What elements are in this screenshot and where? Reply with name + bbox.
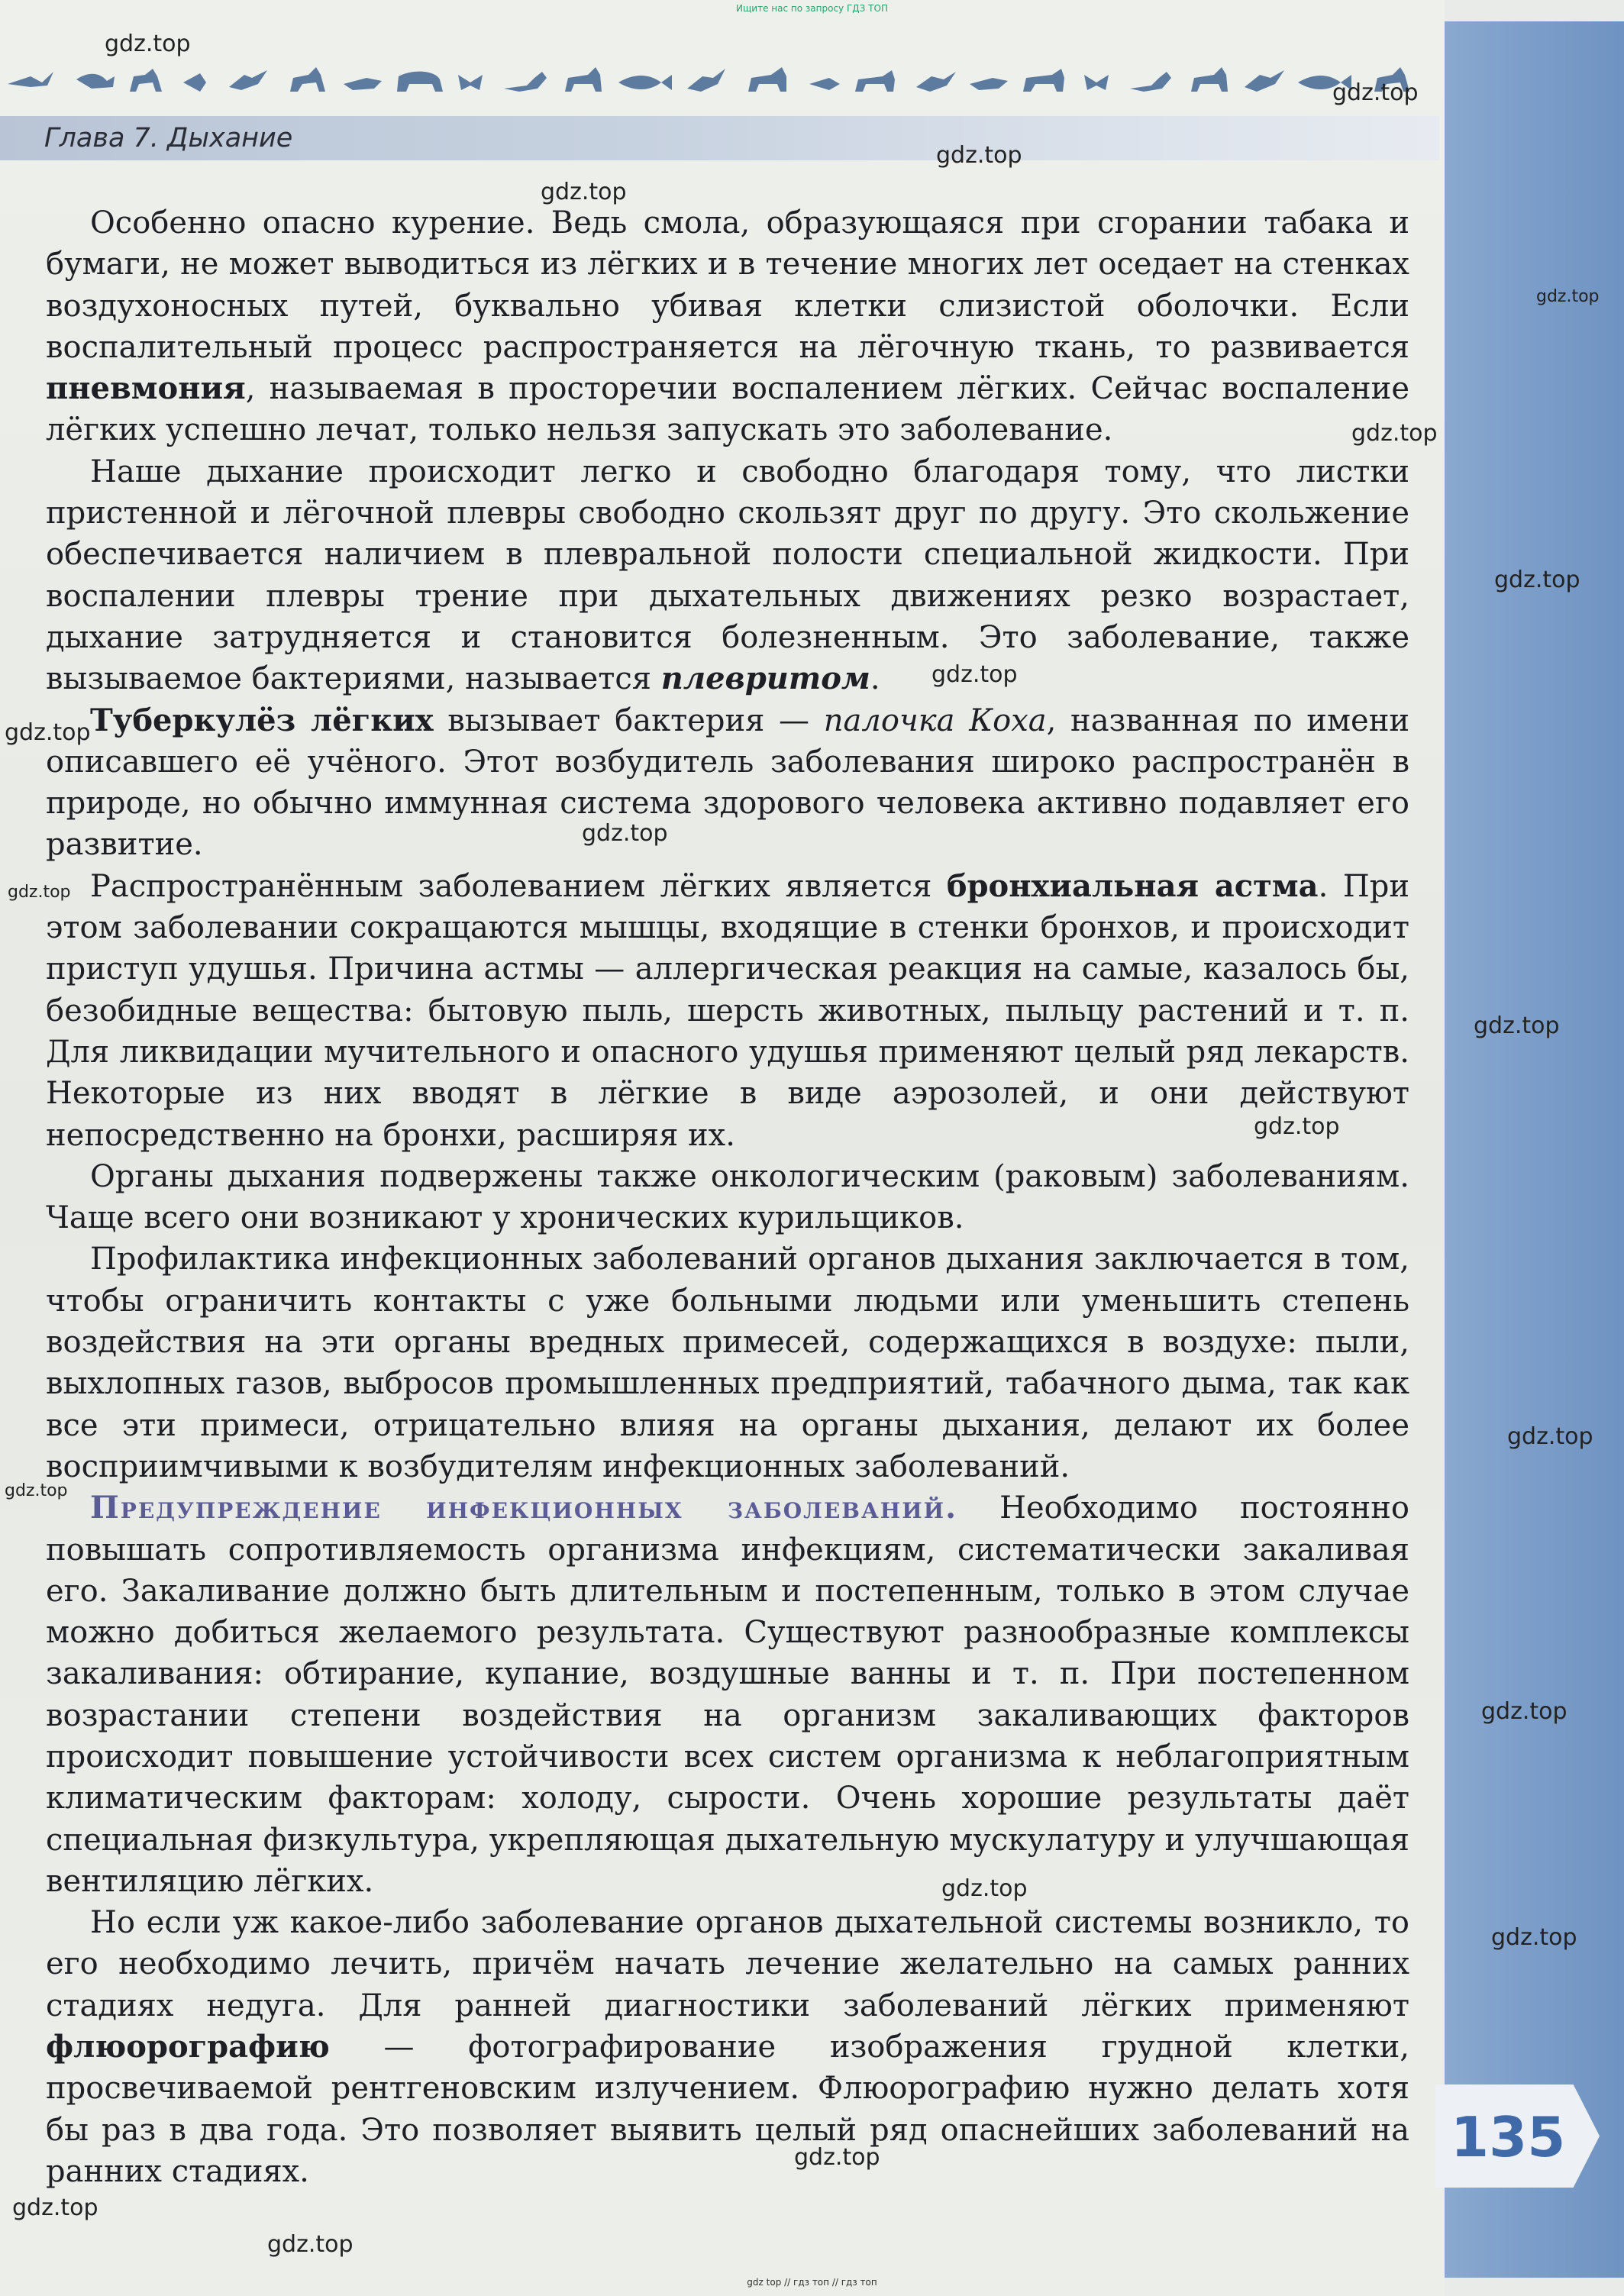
scorpion-icon: [1130, 72, 1171, 92]
horse-icon: [565, 67, 602, 92]
paragraph: Но если уж какое-либо заболевание органов дыхательной системы возникло, то его необходимо лечить, причём начать лечение желательно на самых ранних стадиях недуга. Для ранней диагностики заболеваний лёгких применяют флюорографию — фотографирование изображения грудной клетки, просвечиваемой рентгеновским излучением. Флюорографию нужно делать хотя бы раз в два года. Это позволяет выявить целый ряд опаснейших заболеваний на ранних стадиях.: [46, 1905, 1409, 2189]
watermark: gdz.top: [105, 31, 191, 57]
elephant-icon: [397, 72, 443, 92]
bird-icon: [687, 69, 725, 92]
bird-icon: [76, 74, 115, 89]
watermark: gdz.top: [12, 2194, 98, 2221]
watermark: gdz.top: [8, 883, 71, 902]
term: бронхиальная астма: [946, 867, 1319, 904]
watermark: gdz.top: [541, 179, 627, 205]
mammal-icon: [855, 70, 895, 92]
watermark: gdz.top: [1481, 1698, 1567, 1725]
paragraph: Предупреждение инфекционных заболеваний. Необходимо постоянно повышать сопротивляемость организма инфекциям, систематически закаливая его. Закаливание должно быть длительным и постепенным, только в этом случае можно добиться желаемого результата. Существуют разнообразные комплексы закаливания: обтирание, купание, воздушные ванны и т. п. При постепенном возрастании степени воздействия на организм закаливающих факторов происходит повышение устойчивости всех систем организма к неблагоприятным климатическим факторам: холоду, сырости. Очень хорошие результаты даёт специальная физкультура, укрепляющая дыхательную мускулатуру и улучшающая вентиляцию лёгких.: [46, 1490, 1409, 1899]
bull-icon: [1023, 69, 1064, 92]
chapter-title: Глава 7. Дыхание: [44, 123, 293, 153]
fish-icon: [618, 75, 672, 90]
goat-icon: [290, 67, 325, 92]
watermark: gdz.top: [941, 1875, 1028, 1902]
section-heading: Предупреждение инфекционных заболеваний.: [90, 1490, 958, 1526]
footer-note: gdz top // гдз топ // гдз топ: [747, 2277, 877, 2288]
paragraph: Органы дыхания подвержены также онкологическим (раковым) заболеваниям. Чаще всего они возникают у хронических курильщиков.: [46, 1158, 1409, 1236]
term: пневмония: [46, 370, 246, 407]
paragraph: Особенно опасно курение. Ведь смола, образующаяся при сгорании табака и бумаги, не может выводиться из лёгких и в течение многих лет оседает на стенках воздухоносных путей, буквально убивая клетки слизистой оболочки. Если воспалительный процесс распространяется на лёгочную ткань, то развивается пневмония, называемая в просторечии воспалением лёгких. Сейчас воспаление лёгких успешно лечат, только нельзя запускать это заболевание.: [46, 205, 1409, 448]
dog-icon: [130, 69, 162, 92]
watermark: gdz.top: [936, 142, 1022, 169]
horse-icon: [1191, 67, 1228, 92]
term: плевритом: [660, 660, 870, 697]
term: флюорографию: [46, 2029, 330, 2065]
wolf-icon: [748, 67, 786, 92]
watermark: gdz.top: [267, 2231, 354, 2258]
watermark: gdz.top: [1332, 79, 1419, 106]
italic-phrase: палочка Коха: [823, 702, 1047, 738]
term: Туберкулёз лёгких: [90, 702, 434, 738]
watermark: gdz.top: [931, 661, 1018, 688]
bird-icon: [229, 70, 267, 90]
watermark: gdz.top: [1351, 420, 1438, 447]
page-number: 135: [1451, 2105, 1566, 2169]
top-note: Ищите нас по запросу ГДЗ ТОП: [736, 3, 888, 14]
bird-icon: [344, 78, 382, 90]
bird-icon: [916, 72, 956, 92]
watermark: gdz.top: [582, 820, 668, 847]
watermark: gdz.top: [1536, 287, 1600, 306]
bird-icon: [809, 78, 840, 90]
bird-icon: [8, 72, 53, 87]
paragraph: Профилактика инфекционных заболеваний органов дыхания заключается в том, чтобы ограничить контакты с уже больными людьми или уменьшить степень воздействия на эти органы вредных примесей, содержащихся в воздухе: пыли, выхлопных газов, выбросов промышленных предприятий, табачного дыма, так как все эти примеси, отрицательно влияя на органы дыхания, делают их более восприимчивыми к возбудителям инфекционных заболеваний.: [46, 1242, 1409, 1484]
bird-icon: [970, 78, 1008, 90]
watermark: gdz.top: [5, 719, 91, 746]
scorpion-icon: [504, 72, 547, 92]
paragraph: Наше дыхание происходит легко и свободно благодаря тому, что листки пристенной и лёгочной плевры свободно скользят друг по другу. Это скольжение обеспечивается наличием в плевральной полости специальной жидкости. При воспалении плевры трение при дыхательных движениях резко возрастает, дыхание затрудняется и становится болезненным. Это заболевание, также вызываемое бактериями, называется плевритом.: [46, 454, 1409, 697]
animal-silhouette-strip: [0, 61, 1443, 104]
watermark: gdz.top: [1507, 1423, 1593, 1450]
paragraph: Распространённым заболеванием лёгких является бронхиальная астма. При этом заболевании сокращаются мышцы, входящие в стенки бронхов, и происходит приступ удушья. Причина астмы — аллергическая реакция на самые, казалось бы, безобидные вещества: бытовую пыль, шерсть животных, пыльцу растений и т. п. Для ликвидации мучительного и опасного удушья применяют целый ряд лекарств. Некоторые из них вводят в лёгкие в виде аэрозолей, и они действуют непосредственно на бронхи, расширяя их.: [46, 867, 1410, 1153]
watermark: gdz.top: [794, 2144, 880, 2171]
watermark: gdz.top: [1474, 1012, 1560, 1039]
watermark: gdz.top: [5, 1481, 68, 1500]
watermark: gdz.top: [1254, 1113, 1340, 1140]
watermark: gdz.top: [1494, 567, 1580, 593]
body-text: [46, 202, 1409, 2192]
insect-icon: [183, 69, 206, 92]
bird-icon: [1245, 70, 1284, 92]
watermark: gdz.top: [1491, 1924, 1577, 1951]
butterfly-icon: [1084, 75, 1109, 90]
butterfly-icon: [458, 75, 483, 90]
paragraph: Туберкулёз лёгких вызывает бактерия — палочка Коха, названная по имени описавшего её учёного. Этот возбудитель заболевания широко распространён в природе, но обычно иммунная система здорового человека активно подавляет его развитие.: [46, 702, 1410, 863]
